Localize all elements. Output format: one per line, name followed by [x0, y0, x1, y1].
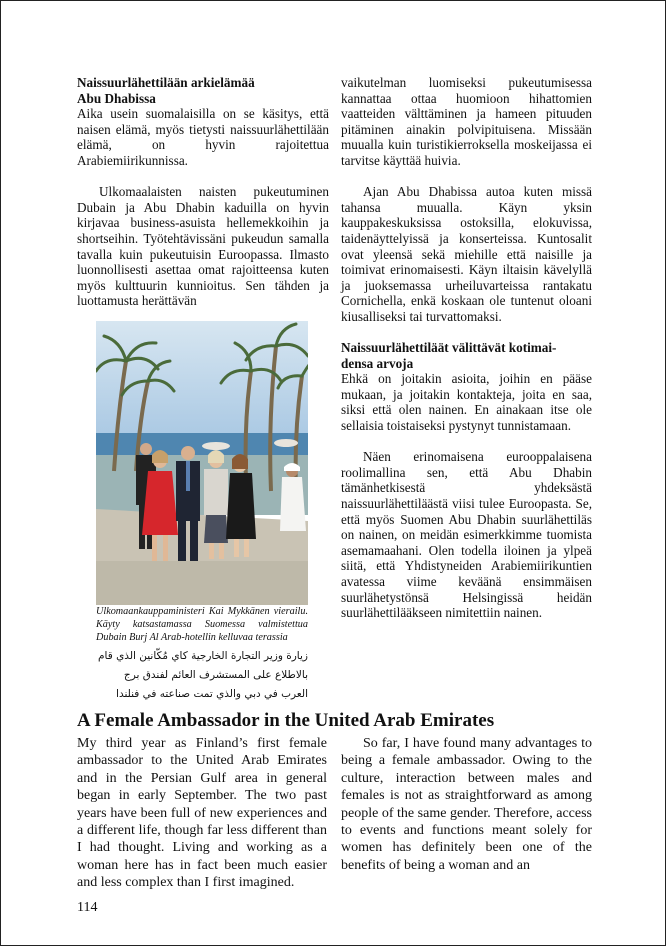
page-number: 114 — [77, 900, 98, 915]
english-paragraph: So far, I have found many advantages to being a female ambassador. Owing to the culture, interaction between males and females is not as straightforward as among people of the same gender. Therefore, access to events and functions meant solely for women has definitely been one of the benefits of being a woman and an — [341, 736, 592, 873]
finnish-heading-1-line-1: Naissuurlähettilään arkielämää — [77, 75, 255, 90]
photo-sky — [96, 321, 308, 441]
finnish-paragraph: Näen erinomaisena eurooppalaisena roolimallina sen, että Abu Dhabin tämänhetkisestä yhdeksästä naissuurlähettiläästä viisi tulee Euroopasta. Se, että myös Suomen Abu Dhabin suurlähettiläs on nainen, on meidän esimerkkimme tuomista asemamaahani. Olen todella iloinen ja ylpeä siitä, että Yhdistyneiden Arabiemiirikuntien avatessa viime keväänä ensimmäisen suurlähetystönsä Helsingissä heidän suurlähettilääkseen nimitettiin nainen. — [341, 449, 592, 621]
finnish-paragraph: Ulkomaalaisten naisten pukeutuminen Dubain ja Abu Dhabin kaduilla on hyvin kirjavaa business-asuista hellemekkoihin ja shortseihin. Työtehtävissäni pukeudun samalla tavalla kuin pukeutuisin Euroopassa. Ilmasto luonnollisesti asettaa omat rajoitteensa kuten myös kulttuurin kunnioitus. Sen tähden ja luottamusta herättävän — [77, 184, 329, 309]
photo-caption-arabic: زيارة وزير التجارة الخارجية كاي مُكّانين الذي قام بالاطلاع على المستشرف العائم لفندق برج العرب في دبي والذي تمت صناعته في فنلندا — [98, 650, 308, 700]
english-right-column — [341, 735, 592, 874]
finnish-heading-2 — [341, 340, 592, 371]
finnish-paragraph: Ehkä on joitakin asioita, joihin en pääse mukaan, ja joitakin kontakteja, joita en saa, siksi että olen nainen. En ainakaan itse ole sellaisia toistaiseksi pystynyt tunnistamaan. — [341, 371, 592, 434]
finnish-heading-1 — [77, 75, 329, 106]
english-paragraph: My third year as Finland’s first female ambassador to the United Arab Emirates and in the Persian Gulf area in general began in early September. The two past years have been full of new experiences and a different life, though far less different than I had thought. Living and working as a woman here has in fact been much easier and less complex than I first imagined. — [77, 736, 327, 891]
finnish-paragraph: Aika usein suomalaisilla on se käsitys, että naisen elämä, myös tietysti naissuurlähettilään elämä, on hyvin rajoitettua Arabiemiirikunnissa. — [77, 106, 329, 168]
finnish-heading-2-line-1: Naissuurlähettiläät välittävät kotimai- — [341, 340, 557, 356]
photo-railing — [96, 455, 308, 515]
ambassador-group-photo — [96, 321, 308, 605]
finnish-heading-1-line-2: Abu Dhabissa — [77, 90, 156, 106]
english-left-column — [77, 735, 327, 892]
finnish-paragraph: Ajan Abu Dhabissa autoa kuten missä tahansa muualla. Käyn yksin kauppakeskuksissa ostoksilla, elokuvissa, taidenäyttelyissä ja konserteissa. Kuntosalit ovat yleensä sekä miehille että naisille ja toimivat erinomaisesti. Käyn iltaisin kävelyllä ja juoksemassa urheiluvarteissa rantakatu Cornichella, enkä koskaan ole tuntenut oloani kiusalliseksi tai turvattomaksi. — [341, 184, 592, 324]
photo-caption-finnish: Ulkomaankauppaministeri Kai Mykkänen vierailu. Käyty katsastamassa Suomessa valmistettua Dubain Burj Al Arab-hotellin kelluvaa terassia — [96, 606, 308, 643]
finnish-heading-2-line-2: densa arvoja — [341, 355, 414, 371]
english-article-title: A Female Ambassador in the United Arab Emirates — [77, 710, 495, 731]
finnish-left-column — [77, 75, 329, 309]
finnish-paragraph: vaikutelman luomiseksi pukeutumisessa kannattaa ottaa huomioon hihattomien vaatteiden välttäminen ja hameen pituuden pitäminen ainakin polvipituisena. Missään muualla kuin turistikierroksella moskeijassa ei tarvitse käyttää huivia. — [341, 75, 592, 168]
finnish-right-column — [341, 75, 592, 621]
